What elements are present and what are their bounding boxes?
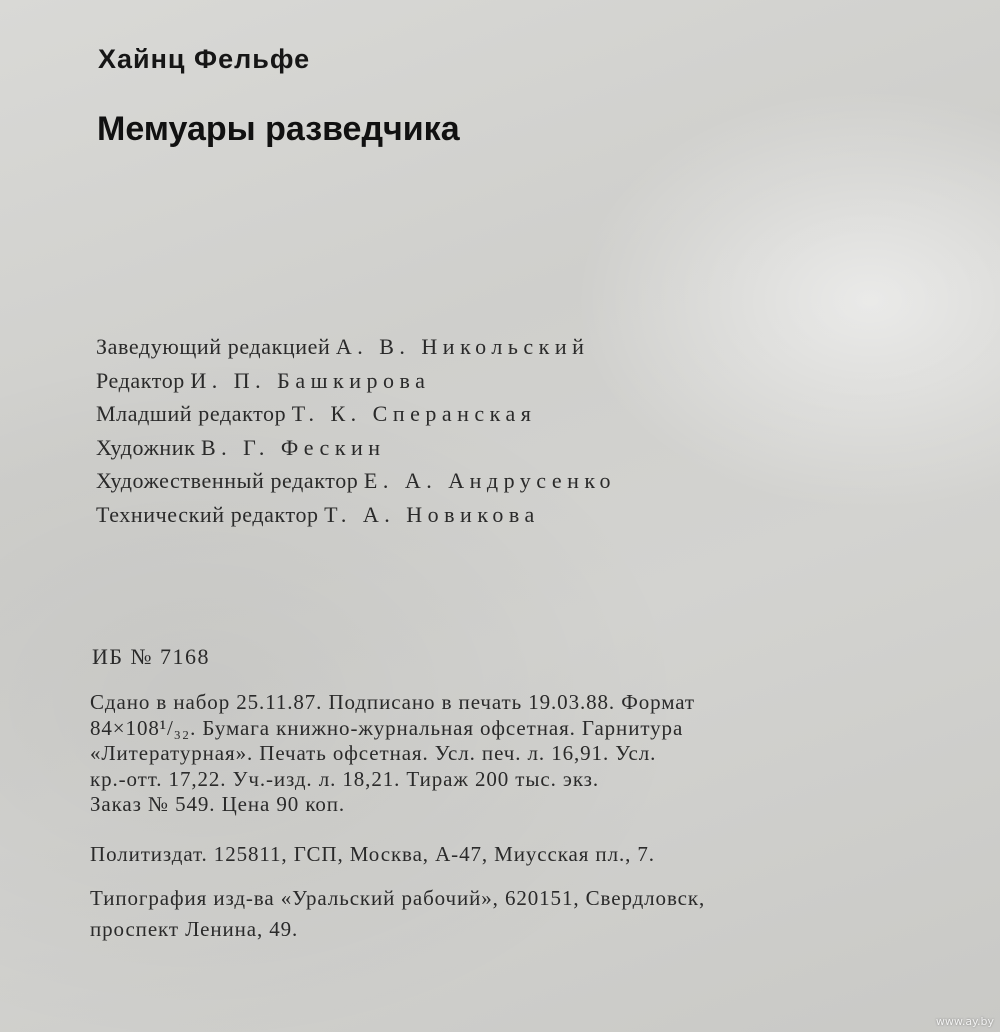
staff-role: Редактор: [96, 367, 185, 393]
staff-entry: [96, 330, 616, 364]
printer-address-line: проспект Ленина, 49.: [90, 917, 299, 941]
staff-entry: [96, 464, 616, 498]
print-details-line: «Литературная». Печать офсетная. Усл. печ. л. 16,91. Усл.: [90, 741, 657, 765]
staff-role: Заведующий редакцией: [96, 334, 331, 359]
print-details: [90, 690, 920, 818]
publisher-address: Политиздат. 125811, ГСП, Москва, А-47, Миусская пл., 7.: [90, 842, 655, 866]
book-title: Мемуары разведчика: [97, 110, 460, 148]
staff-role: Художественный редактор: [96, 468, 359, 494]
staff-entry: [96, 431, 616, 465]
print-details-line: 84×108¹/₃₂. Бумага книжно-журнальная офсетная. Гарнитура: [90, 715, 684, 740]
staff-role: Художник: [96, 434, 196, 460]
printer-address: [90, 883, 930, 945]
print-details-line: кр.-отт. 17,22. Уч.-изд. л. 18,21. Тираж 200 тыс. экз.: [90, 766, 600, 791]
staff-entry: [96, 364, 616, 398]
staff-name: В. Г. Фескин: [200, 434, 386, 460]
ib-number: ИБ № 7168: [92, 644, 211, 669]
staff-role: Младший редактор: [96, 401, 287, 427]
author-name: Хайнц Фельфе: [98, 44, 311, 74]
staff-name: Т. А. Новикова: [324, 501, 540, 527]
printer-address-line: Типография изд-ва «Уральский рабочий», 620151, Свердловск,: [90, 886, 706, 910]
print-details-line: Заказ № 549. Цена 90 коп.: [90, 792, 346, 816]
editorial-staff-list: [96, 330, 616, 532]
staff-role: Технический редактор: [96, 501, 319, 527]
staff-entry: [96, 498, 616, 532]
staff-name: Е. А. Андрусенко: [363, 468, 616, 494]
watermark: www.ay.by: [935, 1015, 994, 1028]
print-details-line: Сдано в набор 25.11.87. Подписано в печать 19.03.88. Формат: [90, 690, 696, 714]
staff-name: И. П. Башкирова: [190, 367, 431, 393]
staff-name: Т. К. Сперанская: [291, 401, 537, 427]
staff-entry: [96, 397, 616, 431]
staff-name: А. В. Никольский: [335, 334, 590, 359]
